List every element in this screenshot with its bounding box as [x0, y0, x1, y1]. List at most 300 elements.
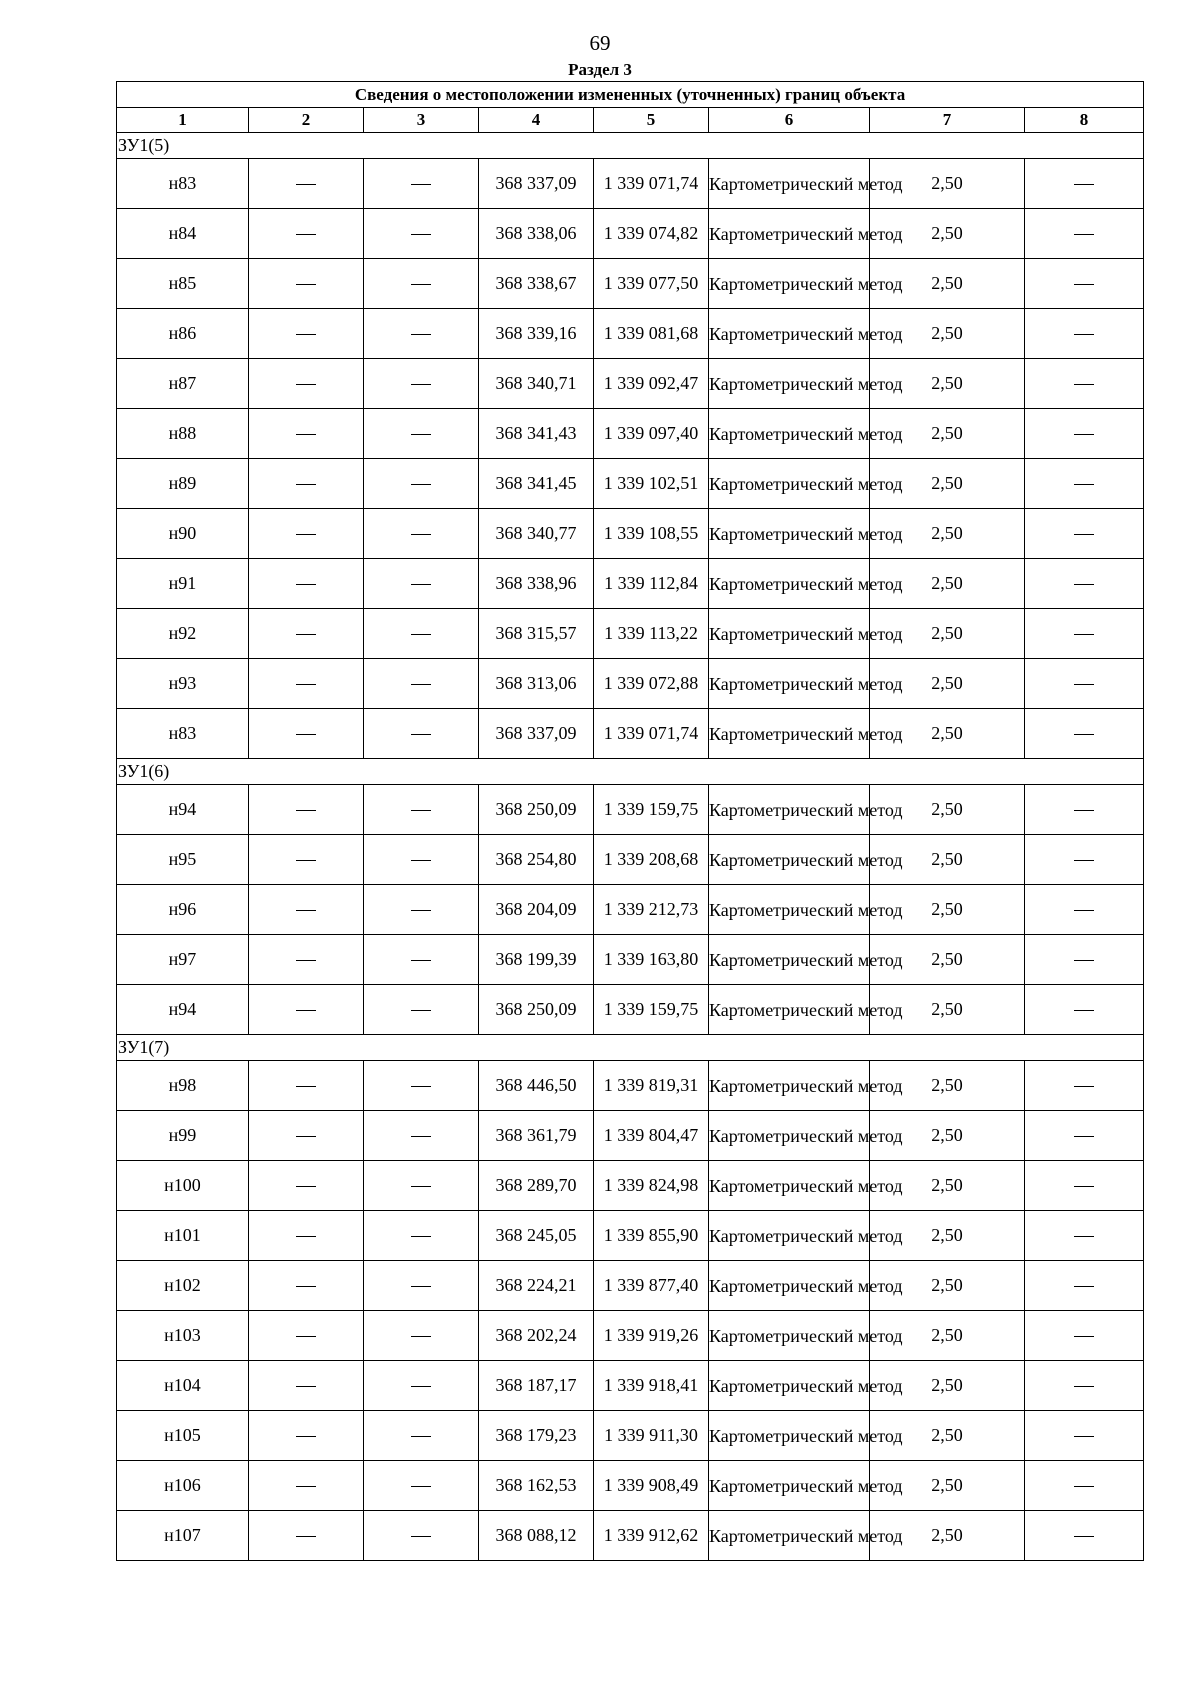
empty-cell [364, 559, 479, 609]
dash-mark [296, 960, 316, 961]
method: Картометрический метод [709, 935, 870, 985]
empty-cell [1025, 1511, 1144, 1561]
point-name: н100 [117, 1161, 249, 1211]
accuracy: 2,50 [870, 1211, 1025, 1261]
empty-cell [249, 1461, 364, 1511]
empty-cell [249, 1161, 364, 1211]
empty-cell [364, 359, 479, 409]
method: Картометрический метод [709, 985, 870, 1035]
empty-cell [1025, 1161, 1144, 1211]
dash-mark [411, 810, 431, 811]
empty-cell [249, 885, 364, 935]
coord-x: 368 313,06 [479, 659, 594, 709]
dash-mark [1074, 534, 1094, 535]
empty-cell [364, 1461, 479, 1511]
table-row [117, 309, 1144, 359]
coord-x: 368 338,96 [479, 559, 594, 609]
coord-x: 368 341,45 [479, 459, 594, 509]
point-name: н105 [117, 1411, 249, 1461]
coord-y: 1 339 824,98 [594, 1161, 709, 1211]
dash-mark [296, 534, 316, 535]
empty-cell [364, 1311, 479, 1361]
column-number: 4 [479, 108, 594, 133]
column-number: 3 [364, 108, 479, 133]
coord-y: 1 339 159,75 [594, 785, 709, 835]
accuracy: 2,50 [870, 935, 1025, 985]
empty-cell [249, 1261, 364, 1311]
empty-cell [249, 835, 364, 885]
dash-mark [296, 1086, 316, 1087]
dash-mark [411, 584, 431, 585]
empty-cell [364, 1511, 479, 1561]
point-name: н91 [117, 559, 249, 609]
empty-cell [249, 1361, 364, 1411]
table-row [117, 359, 1144, 409]
dash-mark [296, 1486, 316, 1487]
dash-mark [411, 1336, 431, 1337]
coord-y: 1 339 208,68 [594, 835, 709, 885]
dash-mark [1074, 1486, 1094, 1487]
method: Картометрический метод [709, 709, 870, 759]
method: Картометрический метод [709, 1111, 870, 1161]
point-name: н83 [117, 159, 249, 209]
table-caption-row [117, 82, 1144, 108]
empty-cell [364, 1061, 479, 1111]
point-name: н92 [117, 609, 249, 659]
dash-mark [1074, 734, 1094, 735]
dash-mark [411, 384, 431, 385]
coord-y: 1 339 071,74 [594, 709, 709, 759]
dash-mark [1074, 684, 1094, 685]
empty-cell [1025, 659, 1144, 709]
dash-mark [1074, 184, 1094, 185]
dash-mark [296, 734, 316, 735]
page-number: 69 [589, 31, 611, 55]
group-label: ЗУ1(5) [117, 133, 1144, 159]
point-name: н101 [117, 1211, 249, 1261]
empty-cell [249, 985, 364, 1035]
method: Картометрический метод [709, 309, 870, 359]
method: Картометрический метод [709, 1211, 870, 1261]
method: Картометрический метод [709, 1461, 870, 1511]
method: Картометрический метод [709, 1061, 870, 1111]
table-row [117, 659, 1144, 709]
method: Картометрический метод [709, 409, 870, 459]
empty-cell [1025, 559, 1144, 609]
dash-mark [411, 1536, 431, 1537]
coord-y: 1 339 911,30 [594, 1411, 709, 1461]
empty-cell [249, 409, 364, 459]
table-row [117, 159, 1144, 209]
empty-cell [249, 659, 364, 709]
table-row [117, 1211, 1144, 1261]
table-row [117, 1261, 1144, 1311]
dash-mark [1074, 1386, 1094, 1387]
accuracy: 2,50 [870, 409, 1025, 459]
coord-x: 368 338,06 [479, 209, 594, 259]
method: Картометрический метод [709, 1511, 870, 1561]
point-name: н86 [117, 309, 249, 359]
point-name: н99 [117, 1111, 249, 1161]
coord-x: 368 224,21 [479, 1261, 594, 1311]
dash-mark [411, 1486, 431, 1487]
dash-mark [411, 1136, 431, 1137]
coord-x: 368 187,17 [479, 1361, 594, 1411]
dash-mark [296, 284, 316, 285]
point-name: н93 [117, 659, 249, 709]
method: Картометрический метод [709, 1311, 870, 1361]
empty-cell [1025, 785, 1144, 835]
group-label: ЗУ1(6) [117, 759, 1144, 785]
accuracy: 2,50 [870, 609, 1025, 659]
accuracy: 2,50 [870, 709, 1025, 759]
coord-x: 368 254,80 [479, 835, 594, 885]
empty-cell [1025, 609, 1144, 659]
coord-y: 1 339 163,80 [594, 935, 709, 985]
table-row [117, 209, 1144, 259]
empty-cell [1025, 1061, 1144, 1111]
point-name: н96 [117, 885, 249, 935]
accuracy: 2,50 [870, 1061, 1025, 1111]
empty-cell [364, 709, 479, 759]
empty-cell [249, 559, 364, 609]
method: Картометрический метод [709, 885, 870, 935]
empty-cell [1025, 1111, 1144, 1161]
table-row [117, 785, 1144, 835]
method: Картометрический метод [709, 559, 870, 609]
coord-y: 1 339 877,40 [594, 1261, 709, 1311]
coord-y: 1 339 092,47 [594, 359, 709, 409]
coord-x: 368 340,77 [479, 509, 594, 559]
empty-cell [364, 259, 479, 309]
method: Картометрический метод [709, 1161, 870, 1211]
point-name: н103 [117, 1311, 249, 1361]
dash-mark [296, 1436, 316, 1437]
empty-cell [1025, 459, 1144, 509]
coordinates-table [116, 81, 1144, 1561]
accuracy: 2,50 [870, 785, 1025, 835]
table-caption: Сведения о местоположении измененных (уточненных) границ объекта [117, 82, 1144, 108]
point-name: н89 [117, 459, 249, 509]
empty-cell [364, 1411, 479, 1461]
coord-x: 368 179,23 [479, 1411, 594, 1461]
accuracy: 2,50 [870, 1361, 1025, 1411]
dash-mark [296, 910, 316, 911]
dash-mark [411, 734, 431, 735]
dash-mark [296, 1236, 316, 1237]
table-row [117, 509, 1144, 559]
coord-y: 1 339 113,22 [594, 609, 709, 659]
dash-mark [411, 860, 431, 861]
accuracy: 2,50 [870, 509, 1025, 559]
coord-x: 368 337,09 [479, 709, 594, 759]
dash-mark [411, 634, 431, 635]
dash-mark [411, 1286, 431, 1287]
dash-mark [296, 684, 316, 685]
empty-cell [249, 1061, 364, 1111]
empty-cell [249, 785, 364, 835]
point-name: н94 [117, 785, 249, 835]
dash-mark [1074, 1436, 1094, 1437]
dash-mark [296, 1336, 316, 1337]
table-row [117, 1111, 1144, 1161]
coord-y: 1 339 804,47 [594, 1111, 709, 1161]
method: Картометрический метод [709, 609, 870, 659]
empty-cell [364, 835, 479, 885]
dash-mark [411, 284, 431, 285]
method: Картометрический метод [709, 159, 870, 209]
point-name: н84 [117, 209, 249, 259]
dash-mark [1074, 1536, 1094, 1537]
coord-x: 368 250,09 [479, 785, 594, 835]
coord-x: 368 446,50 [479, 1061, 594, 1111]
group-label: ЗУ1(7) [117, 1035, 1144, 1061]
accuracy: 2,50 [870, 985, 1025, 1035]
dash-mark [411, 684, 431, 685]
coord-x: 368 341,43 [479, 409, 594, 459]
empty-cell [1025, 1461, 1144, 1511]
accuracy: 2,50 [870, 459, 1025, 509]
empty-cell [364, 935, 479, 985]
empty-cell [364, 409, 479, 459]
coord-x: 368 338,67 [479, 259, 594, 309]
dash-mark [1074, 384, 1094, 385]
dash-mark [1074, 1186, 1094, 1187]
dash-mark [1074, 434, 1094, 435]
point-name: н97 [117, 935, 249, 985]
table-row [117, 259, 1144, 309]
table-row [117, 1061, 1144, 1111]
accuracy: 2,50 [870, 159, 1025, 209]
method: Картометрический метод [709, 1411, 870, 1461]
dash-mark [411, 1186, 431, 1187]
column-number: 8 [1025, 108, 1144, 133]
empty-cell [1025, 985, 1144, 1035]
empty-cell [249, 359, 364, 409]
coord-y: 1 339 077,50 [594, 259, 709, 309]
coord-x: 368 204,09 [479, 885, 594, 935]
point-name: н94 [117, 985, 249, 1035]
coord-x: 368 315,57 [479, 609, 594, 659]
empty-cell [364, 159, 479, 209]
method: Картометрический метод [709, 1361, 870, 1411]
empty-cell [249, 509, 364, 559]
empty-cell [364, 509, 479, 559]
dash-mark [1074, 1236, 1094, 1237]
coord-x: 368 162,53 [479, 1461, 594, 1511]
accuracy: 2,50 [870, 559, 1025, 609]
empty-cell [364, 209, 479, 259]
dash-mark [296, 584, 316, 585]
column-number: 5 [594, 108, 709, 133]
coord-y: 1 339 159,75 [594, 985, 709, 1035]
dash-mark [1074, 1136, 1094, 1137]
table-row [117, 835, 1144, 885]
accuracy: 2,50 [870, 1411, 1025, 1461]
coord-x: 368 289,70 [479, 1161, 594, 1211]
point-name: н102 [117, 1261, 249, 1311]
point-name: н87 [117, 359, 249, 409]
empty-cell [1025, 1411, 1144, 1461]
dash-mark [296, 434, 316, 435]
accuracy: 2,50 [870, 1461, 1025, 1511]
point-name: н95 [117, 835, 249, 885]
method: Картометрический метод [709, 835, 870, 885]
dash-mark [296, 1286, 316, 1287]
coord-x: 368 202,24 [479, 1311, 594, 1361]
empty-cell [1025, 509, 1144, 559]
coord-x: 368 088,12 [479, 1511, 594, 1561]
table-row [117, 1311, 1144, 1361]
empty-cell [1025, 209, 1144, 259]
dash-mark [411, 1010, 431, 1011]
dash-mark [296, 810, 316, 811]
dash-mark [1074, 234, 1094, 235]
dash-mark [296, 1186, 316, 1187]
empty-cell [249, 159, 364, 209]
dash-mark [411, 1086, 431, 1087]
method: Картометрический метод [709, 459, 870, 509]
table-row [117, 935, 1144, 985]
dash-mark [296, 384, 316, 385]
dash-mark [296, 234, 316, 235]
table-row [117, 1461, 1144, 1511]
table-row [117, 1411, 1144, 1461]
dash-mark [411, 960, 431, 961]
coord-x: 368 245,05 [479, 1211, 594, 1261]
empty-cell [364, 1211, 479, 1261]
coord-y: 1 339 071,74 [594, 159, 709, 209]
point-name: н85 [117, 259, 249, 309]
empty-cell [1025, 1311, 1144, 1361]
coord-x: 368 337,09 [479, 159, 594, 209]
empty-cell [1025, 359, 1144, 409]
table-row [117, 885, 1144, 935]
coord-y: 1 339 072,88 [594, 659, 709, 709]
empty-cell [1025, 835, 1144, 885]
dash-mark [1074, 1010, 1094, 1011]
accuracy: 2,50 [870, 359, 1025, 409]
method: Картометрический метод [709, 509, 870, 559]
coord-y: 1 339 919,26 [594, 1311, 709, 1361]
dash-mark [296, 184, 316, 185]
empty-cell [364, 1261, 479, 1311]
group-row [117, 133, 1144, 159]
coord-y: 1 339 819,31 [594, 1061, 709, 1111]
point-name: н104 [117, 1361, 249, 1411]
empty-cell [249, 459, 364, 509]
dash-mark [411, 334, 431, 335]
method: Картометрический метод [709, 259, 870, 309]
accuracy: 2,50 [870, 309, 1025, 359]
coord-x: 368 340,71 [479, 359, 594, 409]
empty-cell [1025, 1261, 1144, 1311]
coord-y: 1 339 081,68 [594, 309, 709, 359]
dash-mark [1074, 334, 1094, 335]
coord-y: 1 339 112,84 [594, 559, 709, 609]
dash-mark [1074, 810, 1094, 811]
empty-cell [1025, 1211, 1144, 1261]
accuracy: 2,50 [870, 659, 1025, 709]
point-name: н83 [117, 709, 249, 759]
dash-mark [411, 1386, 431, 1387]
point-name: н107 [117, 1511, 249, 1561]
empty-cell [1025, 709, 1144, 759]
coord-y: 1 339 212,73 [594, 885, 709, 935]
table-row [117, 559, 1144, 609]
empty-cell [249, 1411, 364, 1461]
column-number: 1 [117, 108, 249, 133]
accuracy: 2,50 [870, 1311, 1025, 1361]
column-number: 2 [249, 108, 364, 133]
empty-cell [249, 1311, 364, 1361]
group-row [117, 1035, 1144, 1061]
method: Картометрический метод [709, 785, 870, 835]
empty-cell [249, 709, 364, 759]
empty-cell [364, 1161, 479, 1211]
table-row [117, 1361, 1144, 1411]
dash-mark [1074, 584, 1094, 585]
dash-mark [296, 484, 316, 485]
column-number: 6 [709, 108, 870, 133]
accuracy: 2,50 [870, 1261, 1025, 1311]
empty-cell [364, 1111, 479, 1161]
section-title: Раздел 3 [568, 60, 632, 79]
coord-y: 1 339 855,90 [594, 1211, 709, 1261]
coord-y: 1 339 918,41 [594, 1361, 709, 1411]
coord-x: 368 361,79 [479, 1111, 594, 1161]
point-name: н106 [117, 1461, 249, 1511]
dash-mark [411, 184, 431, 185]
dash-mark [411, 484, 431, 485]
coord-y: 1 339 102,51 [594, 459, 709, 509]
dash-mark [296, 1386, 316, 1387]
empty-cell [364, 1361, 479, 1411]
dash-mark [1074, 284, 1094, 285]
method: Картометрический метод [709, 359, 870, 409]
table-row [117, 985, 1144, 1035]
empty-cell [249, 935, 364, 985]
empty-cell [249, 1211, 364, 1261]
dash-mark [296, 1136, 316, 1137]
empty-cell [249, 609, 364, 659]
empty-cell [1025, 159, 1144, 209]
coord-x: 368 339,16 [479, 309, 594, 359]
dash-mark [1074, 910, 1094, 911]
group-row [117, 759, 1144, 785]
table-row [117, 1511, 1144, 1561]
dash-mark [1074, 1336, 1094, 1337]
empty-cell [1025, 409, 1144, 459]
coord-y: 1 339 074,82 [594, 209, 709, 259]
table-header [117, 82, 1144, 133]
coord-y: 1 339 097,40 [594, 409, 709, 459]
dash-mark [411, 534, 431, 535]
coord-x: 368 199,39 [479, 935, 594, 985]
empty-cell [249, 309, 364, 359]
method: Картометрический метод [709, 659, 870, 709]
table-row [117, 709, 1144, 759]
empty-cell [1025, 1361, 1144, 1411]
dash-mark [411, 910, 431, 911]
empty-cell [249, 209, 364, 259]
coord-x: 368 250,09 [479, 985, 594, 1035]
coord-y: 1 339 908,49 [594, 1461, 709, 1511]
dash-mark [296, 1010, 316, 1011]
accuracy: 2,50 [870, 1511, 1025, 1561]
accuracy: 2,50 [870, 835, 1025, 885]
table-row [117, 1161, 1144, 1211]
